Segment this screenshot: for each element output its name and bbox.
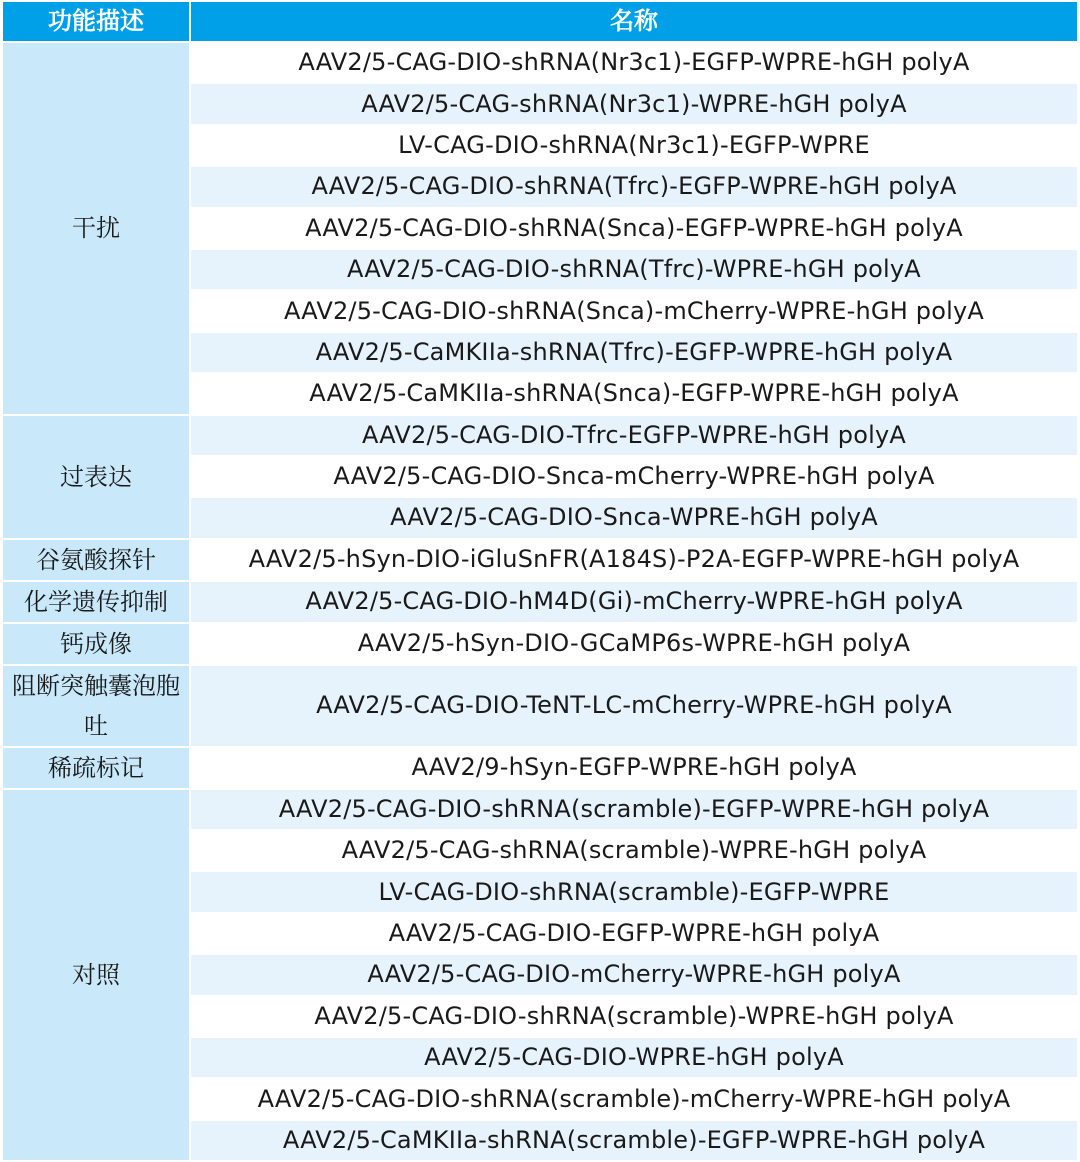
header-function: 功能描述 xyxy=(3,2,189,41)
function-cell: 化学遗传抑制 xyxy=(3,582,189,622)
name-cell: AAV2/5-CAG-DIO-shRNA(Tfrc)-WPRE-hGH polyA xyxy=(191,250,1077,289)
name-cell: AAV2/5-CaMKIIa-shRNA(Snca)-EGFP-WPRE-hGH polyA xyxy=(191,374,1077,413)
function-cell: 干扰 xyxy=(3,43,189,414)
table-row xyxy=(3,790,1077,829)
name-cell: AAV2/5-CAG-DIO-TeNT-LC-mCherry-WPRE-hGH polyA xyxy=(191,666,1077,746)
name-cell: AAV2/5-CAG-DIO-hM4D(Gi)-mCherry-WPRE-hGH polyA xyxy=(191,582,1077,622)
table-row xyxy=(3,43,1077,82)
function-cell: 对照 xyxy=(3,790,189,1161)
name-cell: AAV2/5-CAG-DIO-shRNA(Nr3c1)-EGFP-WPRE-hGH polyA xyxy=(191,43,1077,82)
name-cell: AAV2/5-CAG-DIO-Snca-mCherry-WPRE-hGH polyA xyxy=(191,457,1077,496)
name-cell: AAV2/5-CAG-DIO-WPRE-hGH polyA xyxy=(191,1038,1077,1077)
name-cell: AAV2/5-CaMKIIa-shRNA(Tfrc)-EGFP-WPRE-hGH polyA xyxy=(191,333,1077,372)
name-cell: AAV2/5-CAG-shRNA(scramble)-WPRE-hGH polyA xyxy=(191,831,1077,870)
table-row xyxy=(3,666,1077,746)
name-cell: AAV2/5-CAG-DIO-shRNA(Snca)-mCherry-WPRE-hGH polyA xyxy=(191,291,1077,330)
function-cell: 稀疏标记 xyxy=(3,748,189,788)
name-cell: AAV2/5-CAG-DIO-mCherry-WPRE-hGH polyA xyxy=(191,955,1077,994)
table-row xyxy=(3,540,1077,580)
name-cell: AAV2/5-CAG-DIO-Tfrc-EGFP-WPRE-hGH polyA xyxy=(191,416,1077,455)
vector-table xyxy=(1,0,1079,1162)
name-cell: AAV2/5-CaMKIIa-shRNA(scramble)-EGFP-WPRE-hGH polyA xyxy=(191,1121,1077,1160)
name-cell: AAV2/5-hSyn-DIO-iGluSnFR(A184S)-P2A-EGFP-WPRE-hGH polyA xyxy=(191,540,1077,580)
name-cell: LV-CAG-DIO-shRNA(scramble)-EGFP-WPRE xyxy=(191,872,1077,911)
function-cell: 钙成像 xyxy=(3,624,189,664)
function-cell: 过表达 xyxy=(3,416,189,538)
name-cell: AAV2/5-hSyn-DIO-GCaMP6s-WPRE-hGH polyA xyxy=(191,624,1077,664)
name-cell: AAV2/5-CAG-DIO-shRNA(scramble)-WPRE-hGH polyA xyxy=(191,997,1077,1036)
header-name: 名称 xyxy=(191,2,1077,41)
name-cell: AAV2/5-CAG-DIO-shRNA(Snca)-EGFP-WPRE-hGH polyA xyxy=(191,209,1077,248)
table-row xyxy=(3,624,1077,664)
name-cell: AAV2/5-CAG-DIO-shRNA(scramble)-EGFP-WPRE-hGH polyA xyxy=(191,790,1077,829)
table-header-row xyxy=(3,2,1077,41)
table-row xyxy=(3,582,1077,622)
name-cell: AAV2/5-CAG-shRNA(Nr3c1)-WPRE-hGH polyA xyxy=(191,84,1077,123)
name-cell: LV-CAG-DIO-shRNA(Nr3c1)-EGFP-WPRE xyxy=(191,126,1077,165)
table-body xyxy=(3,43,1077,1160)
name-cell: AAV2/5-CAG-DIO-EGFP-WPRE-hGH polyA xyxy=(191,914,1077,953)
name-cell: AAV2/5-CAG-DIO-shRNA(scramble)-mCherry-WPRE-hGH polyA xyxy=(191,1079,1077,1118)
name-cell: AAV2/5-CAG-DIO-Snca-WPRE-hGH polyA xyxy=(191,498,1077,537)
name-cell: AAV2/5-CAG-DIO-shRNA(Tfrc)-EGFP-WPRE-hGH polyA xyxy=(191,167,1077,206)
table-row xyxy=(3,748,1077,788)
table-row xyxy=(3,416,1077,455)
function-cell: 谷氨酸探针 xyxy=(3,540,189,580)
function-cell: 阻断突触囊泡胞吐 xyxy=(3,666,189,746)
name-cell: AAV2/9-hSyn-EGFP-WPRE-hGH polyA xyxy=(191,748,1077,788)
